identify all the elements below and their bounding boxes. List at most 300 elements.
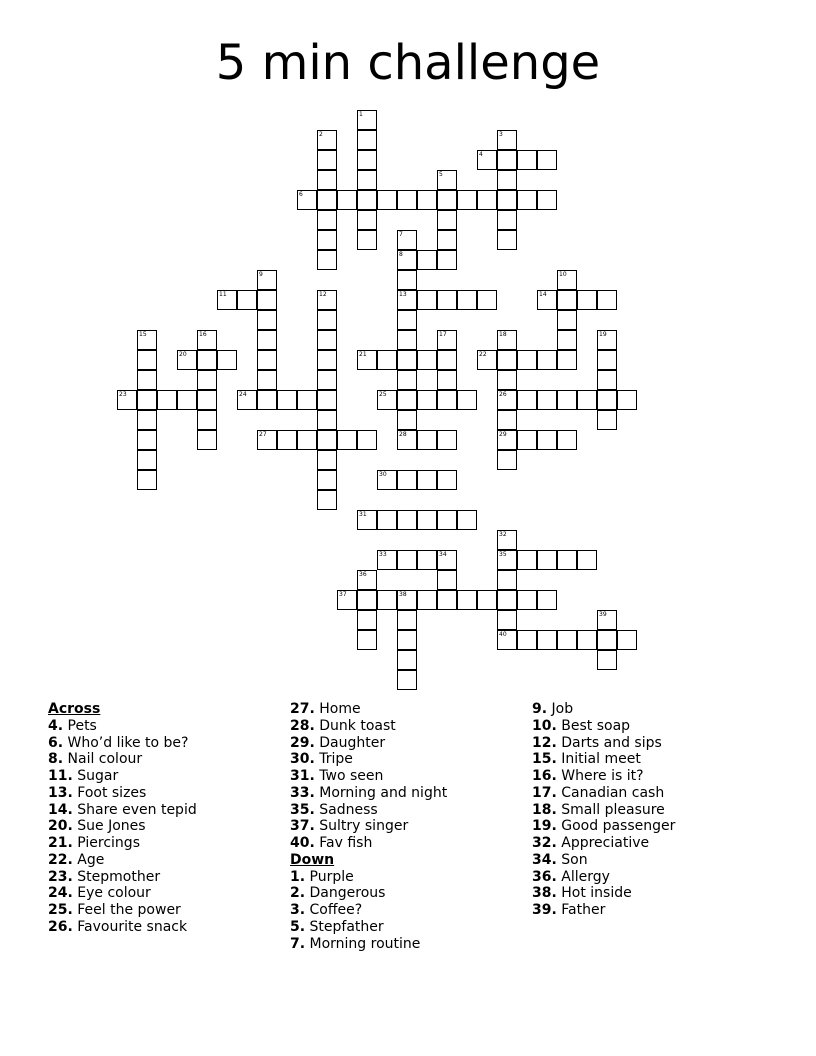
clue-text: Small pleasure [556,801,665,818]
grid-cell[interactable] [197,410,217,430]
clue-number: 32 [499,531,507,538]
grid-cell[interactable] [457,290,477,310]
grid-cell[interactable] [357,110,377,130]
grid-cell[interactable] [137,390,157,410]
grid-cell[interactable] [377,190,397,210]
clue-text: Initial meet [556,751,641,768]
grid-cell[interactable] [197,430,217,450]
clue-item [48,785,197,802]
grid-cell[interactable] [437,190,457,210]
grid-cell[interactable] [397,470,417,490]
grid-cell[interactable] [537,630,557,650]
grid-cell[interactable] [197,350,217,370]
grid-cell[interactable] [397,610,417,630]
clue-item [532,785,675,802]
clue-text: Favourite snack [72,918,188,935]
grid-cell[interactable] [397,290,417,310]
grid-cell[interactable] [397,670,417,690]
grid-cell[interactable] [257,430,277,450]
grid-cell[interactable] [257,310,277,330]
clue-text: Sue Jones [72,818,146,835]
grid-cell[interactable] [597,370,617,390]
grid-cell[interactable] [397,650,417,670]
clue-number-label: 22. [48,851,73,868]
clue-text: Allergy [556,868,610,885]
grid-cell[interactable] [477,150,497,170]
clue-item [532,751,675,768]
grid-cell[interactable] [457,510,477,530]
grid-cell[interactable] [417,430,437,450]
clue-text: Dunk toast [314,717,396,734]
grid-cell[interactable] [537,550,557,570]
grid-cell[interactable] [317,230,337,250]
clue-number: 25 [379,391,387,398]
grid-cell[interactable] [517,430,537,450]
grid-cell[interactable] [257,390,277,410]
grid-cell[interactable] [617,390,637,410]
grid-cell[interactable] [257,370,277,390]
grid-cell[interactable] [277,390,297,410]
clue-number: 17 [439,331,447,338]
grid-cell[interactable] [497,450,517,470]
grid-cell[interactable] [497,370,517,390]
grid-cell[interactable] [457,390,477,410]
clue-text: Best soap [556,717,631,734]
grid-cell[interactable] [217,350,237,370]
grid-cell[interactable] [417,250,437,270]
grid-cell[interactable] [117,390,137,410]
grid-cell[interactable] [437,250,457,270]
grid-cell[interactable] [137,350,157,370]
clue-item [532,835,675,852]
grid-cell[interactable] [517,350,537,370]
clue-text: Two seen [314,768,384,784]
clue-item [290,751,447,768]
clue-number-label: 30. [290,751,315,768]
grid-cell[interactable] [397,330,417,350]
grid-cell[interactable] [317,290,337,310]
clue-item [290,869,447,886]
clue-text: Who’d like to be? [63,734,189,751]
grid-cell[interactable] [317,130,337,150]
clue-text: Purple [305,868,354,885]
clue-column-3 [532,701,675,919]
grid-cell[interactable] [497,190,517,210]
grid-cell[interactable] [517,630,537,650]
grid-cell[interactable] [237,390,257,410]
clue-number-label: 1. [290,868,306,885]
grid-cell[interactable] [397,430,417,450]
grid-cell[interactable] [437,570,457,590]
grid-cell[interactable] [137,330,157,350]
grid-cell[interactable] [597,610,617,630]
grid-cell[interactable] [317,330,337,350]
grid-cell[interactable] [557,310,577,330]
clue-number: 19 [599,331,607,338]
grid-cell[interactable] [137,370,157,390]
grid-cell[interactable] [557,270,577,290]
grid-cell[interactable] [517,390,537,410]
grid-cell[interactable] [517,150,537,170]
clue-number: 20 [179,351,187,358]
grid-cell[interactable] [497,150,517,170]
clue-item [532,902,675,919]
grid-cell[interactable] [397,270,417,290]
grid-cell[interactable] [357,130,377,150]
grid-cell[interactable] [237,290,257,310]
grid-cell[interactable] [497,230,517,250]
clue-item [290,802,447,819]
clue-number: 14 [539,291,547,298]
grid-cell[interactable] [197,370,217,390]
clue-item [48,768,197,785]
grid-cell[interactable] [417,390,437,410]
grid-cell[interactable] [497,430,517,450]
grid-cell[interactable] [197,390,217,410]
clue-number: 21 [359,351,367,358]
clue-number: 1 [359,111,363,118]
grid-cell[interactable] [477,290,497,310]
clue-number-label: 29. [290,734,315,751]
grid-cell[interactable] [317,170,337,190]
grid-cell[interactable] [497,570,517,590]
grid-cell[interactable] [317,310,337,330]
grid-cell[interactable] [377,390,397,410]
grid-cell[interactable] [377,590,397,610]
clue-number-label: 25. [48,902,73,918]
grid-cell[interactable] [317,370,337,390]
grid-cell[interactable] [617,630,637,650]
grid-cell[interactable] [437,290,457,310]
grid-cell[interactable] [557,290,577,310]
grid-cell[interactable] [457,190,477,210]
grid-cell[interactable] [377,550,397,570]
clue-number: 18 [499,331,507,338]
clue-item [48,869,197,886]
grid-cell[interactable] [397,510,417,530]
grid-cell[interactable] [477,590,497,610]
grid-cell[interactable] [497,350,517,370]
grid-cell[interactable] [497,530,517,550]
grid-cell[interactable] [317,250,337,270]
clue-text: Where is it? [556,768,644,784]
clue-column-1 [48,701,197,936]
grid-cell[interactable] [517,550,537,570]
clue-number-label: 9. [532,701,548,717]
clue-text: Morning routine [305,935,421,952]
grid-cell[interactable] [357,630,377,650]
clue-item [48,902,197,919]
grid-cell[interactable] [357,190,377,210]
grid-cell[interactable] [477,190,497,210]
grid-cell[interactable] [317,150,337,170]
grid-cell[interactable] [277,430,297,450]
clue-text: Nail colour [63,751,143,768]
clue-text: Sugar [72,768,119,784]
grid-cell[interactable] [557,630,577,650]
clue-item [48,751,197,768]
clue-number: 10 [559,271,567,278]
clue-number: 33 [379,551,387,558]
grid-cell[interactable] [497,590,517,610]
grid-cell[interactable] [597,350,617,370]
grid-cell[interactable] [437,370,457,390]
clue-item [48,735,197,752]
grid-cell[interactable] [437,330,457,350]
clue-number: 16 [199,331,207,338]
grid-cell[interactable] [357,510,377,530]
clue-item [532,735,675,752]
grid-cell[interactable] [577,550,597,570]
clue-text: Son [556,851,588,868]
grid-cell[interactable] [337,430,357,450]
grid-cell[interactable] [397,630,417,650]
grid-cell[interactable] [537,150,557,170]
clue-number-label: 4. [48,717,64,734]
clue-number: 34 [439,551,447,558]
grid-cell[interactable] [257,330,277,350]
grid-cell[interactable] [297,390,317,410]
grid-cell[interactable] [577,630,597,650]
grid-cell[interactable] [537,190,557,210]
grid-cell[interactable] [137,450,157,470]
clue-text: Feel the power [72,902,181,918]
grid-cell[interactable] [497,390,517,410]
grid-cell[interactable] [297,190,317,210]
grid-cell[interactable] [357,590,377,610]
clue-text: Sadness [314,801,378,818]
clue-item [290,919,447,936]
grid-cell[interactable] [437,510,457,530]
grid-cell[interactable] [497,130,517,150]
clue-item [290,701,447,718]
grid-cell[interactable] [357,570,377,590]
clue-number: 22 [479,351,487,358]
clue-number-label: 10. [532,717,557,734]
clue-number: 37 [339,591,347,598]
grid-cell[interactable] [397,350,417,370]
grid-cell[interactable] [377,350,397,370]
clue-number-label: 12. [532,734,557,751]
clue-text: Dangerous [305,885,386,902]
clue-number: 6 [299,191,303,198]
clue-number-label: 3. [290,902,306,918]
grid-cell[interactable] [137,430,157,450]
grid-cell[interactable] [557,330,577,350]
grid-cell[interactable] [417,590,437,610]
clue-text: Eye colour [72,885,151,902]
grid-cell[interactable] [437,590,457,610]
clue-number-label: 5. [290,918,306,935]
grid-cell[interactable] [577,290,597,310]
grid-cell[interactable] [317,350,337,370]
clue-number: 28 [399,431,407,438]
grid-cell[interactable] [137,470,157,490]
grid-cell[interactable] [177,390,197,410]
clue-number-label: 26. [48,918,73,935]
clue-number-label: 40. [290,835,315,851]
clue-item [290,735,447,752]
grid-cell[interactable] [397,250,417,270]
clue-column-2 [290,701,447,952]
clue-text: Foot sizes [72,784,147,801]
clue-text: Hot inside [556,885,632,902]
grid-cell[interactable] [537,590,557,610]
grid-cell[interactable] [497,410,517,430]
clue-text: Home [314,701,361,717]
grid-cell[interactable] [177,350,197,370]
grid-cell[interactable] [357,430,377,450]
clue-number-label: 15. [532,751,557,768]
clue-item [532,885,675,902]
clue-text: Father [556,902,606,918]
grid-cell[interactable] [537,390,557,410]
clue-item [532,718,675,735]
grid-cell[interactable] [397,590,417,610]
grid-cell[interactable] [317,190,337,210]
clue-number: 12 [319,291,327,298]
grid-cell[interactable] [437,430,457,450]
grid-cell[interactable] [557,390,577,410]
grid-cell[interactable] [337,190,357,210]
grid-cell[interactable] [317,470,337,490]
grid-cell[interactable] [317,430,337,450]
grid-cell[interactable] [257,270,277,290]
grid-cell[interactable] [397,390,417,410]
grid-cell[interactable] [357,210,377,230]
grid-cell[interactable] [597,410,617,430]
clue-number-label: 8. [48,751,64,768]
grid-cell[interactable] [357,150,377,170]
down-header: Down [290,851,335,868]
grid-cell[interactable] [477,350,497,370]
clue-number: 30 [379,471,387,478]
grid-cell[interactable] [557,430,577,450]
grid-cell[interactable] [397,410,417,430]
grid-cell[interactable] [437,170,457,190]
clue-item [48,919,197,936]
grid-cell[interactable] [357,230,377,250]
grid-cell[interactable] [197,330,217,350]
grid-cell[interactable] [437,350,457,370]
grid-cell[interactable] [597,330,617,350]
grid-cell[interactable] [497,630,517,650]
clue-text: Job [547,701,574,717]
clue-number-label: 35. [290,801,315,818]
clue-number-label: 36. [532,868,557,885]
grid-cell[interactable] [557,550,577,570]
grid-cell[interactable] [597,390,617,410]
grid-cell[interactable] [397,370,417,390]
grid-cell[interactable] [337,590,357,610]
clue-number-label: 17. [532,784,557,801]
grid-cell[interactable] [317,490,337,510]
grid-cell[interactable] [397,190,417,210]
clue-number-label: 21. [48,835,73,851]
clue-item [48,718,197,735]
clue-number-label: 2. [290,885,306,902]
clue-text: Morning and night [314,784,448,801]
grid-cell[interactable] [597,290,617,310]
clue-number-label: 34. [532,851,557,868]
grid-cell[interactable] [357,610,377,630]
grid-cell[interactable] [517,190,537,210]
grid-cell[interactable] [537,350,557,370]
grid-cell[interactable] [417,550,437,570]
grid-cell[interactable] [597,630,617,650]
grid-cell[interactable] [257,350,277,370]
grid-cell[interactable] [597,650,617,670]
clue-item [290,768,447,785]
clue-text: Piercings [72,835,140,851]
grid-cell[interactable] [517,590,537,610]
grid-cell[interactable] [317,410,337,430]
grid-cell[interactable] [437,390,457,410]
clue-number: 15 [139,331,147,338]
grid-cell[interactable] [497,550,517,570]
grid-cell[interactable] [317,450,337,470]
grid-cell[interactable] [217,290,237,310]
grid-cell[interactable] [397,550,417,570]
grid-cell[interactable] [437,210,457,230]
grid-cell[interactable] [577,390,597,410]
grid-cell[interactable] [417,470,437,490]
clue-text: Age [72,851,105,868]
grid-cell[interactable] [397,230,417,250]
clue-number: 38 [399,591,407,598]
clue-number-label: 38. [532,885,557,902]
grid-cell[interactable] [297,430,317,450]
clue-item [532,869,675,886]
clue-item [290,902,447,919]
grid-cell[interactable] [497,610,517,630]
grid-cell[interactable] [137,410,157,430]
grid-cell[interactable] [497,210,517,230]
clue-number-label: 6. [48,734,64,751]
grid-cell[interactable] [557,350,577,370]
grid-cell[interactable] [157,390,177,410]
grid-cell[interactable] [317,210,337,230]
grid-cell[interactable] [537,430,557,450]
grid-cell[interactable] [357,170,377,190]
clue-text: Fav fish [314,835,373,851]
clue-number: 31 [359,511,367,518]
clue-item [532,802,675,819]
grid-cell[interactable] [437,550,457,570]
grid-cell[interactable] [397,310,417,330]
grid-cell[interactable] [457,590,477,610]
clue-number-label: 24. [48,885,73,902]
grid-cell[interactable] [437,470,457,490]
clue-number: 2 [319,131,323,138]
grid-cell[interactable] [417,350,437,370]
grid-cell[interactable] [317,390,337,410]
grid-cell[interactable] [497,330,517,350]
grid-cell[interactable] [417,190,437,210]
grid-cell[interactable] [357,350,377,370]
grid-cell[interactable] [417,510,437,530]
grid-cell[interactable] [537,290,557,310]
grid-cell[interactable] [497,170,517,190]
grid-cell[interactable] [437,230,457,250]
clue-number: 5 [439,171,443,178]
clue-item [48,818,197,835]
clue-item [532,818,675,835]
grid-cell[interactable] [377,470,397,490]
grid-cell[interactable] [377,510,397,530]
grid-cell[interactable] [257,290,277,310]
grid-cell[interactable] [417,290,437,310]
